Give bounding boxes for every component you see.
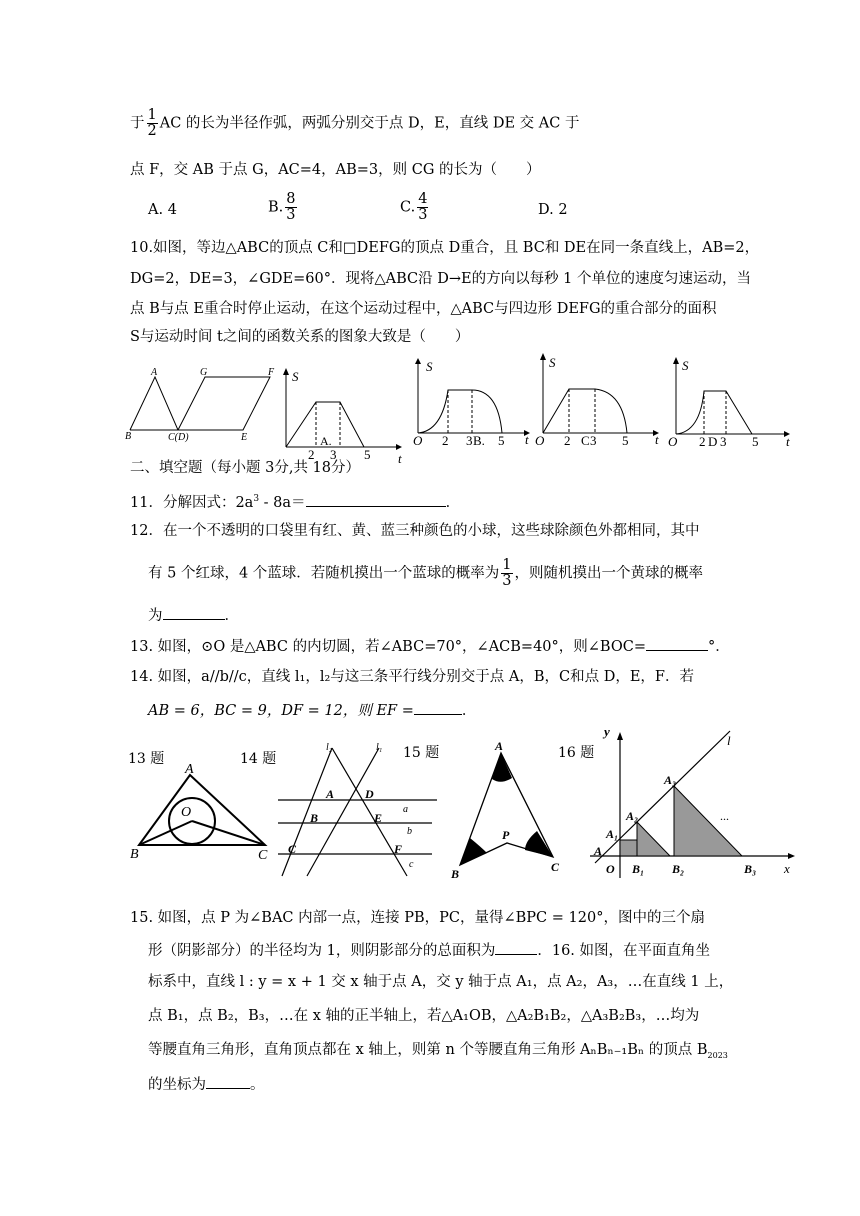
graph-b-tick-5: 5 <box>498 433 505 448</box>
q9-fraction <box>147 108 158 139</box>
graph-d-tick-5: 5 <box>752 434 759 449</box>
graph-d-curve <box>676 391 752 434</box>
fig14-label-line-c: c <box>409 859 414 870</box>
graph-c-y-arrow <box>540 353 546 360</box>
q13-post: °． <box>707 639 730 655</box>
graph-d-y-arrow <box>673 357 679 364</box>
q16-answer-blank[interactable] <box>206 1074 250 1089</box>
q9-option-c-label: C. <box>400 199 416 216</box>
fig14-label-e: E <box>374 811 383 825</box>
q11-pre: 11．分解因式：2a <box>130 494 254 511</box>
graph-a-option-letter: A. <box>320 434 332 448</box>
graph-d-tick-2: 2 <box>699 434 706 449</box>
q9-option-c-frac <box>417 192 428 223</box>
fig13-label-c: C <box>258 848 268 863</box>
q16-line-start: ．16. 如图，在平面直角坐 <box>537 943 711 959</box>
q16-line6 <box>148 1074 265 1095</box>
graph-c-s-label: S <box>549 355 556 370</box>
q10-parallelogram <box>178 377 270 430</box>
q12-frac-den: 3 <box>502 573 512 589</box>
q11-end: ． <box>445 494 461 511</box>
fig15-sectors <box>445 735 570 885</box>
fig16-label-b2: B₂ <box>672 862 685 876</box>
fig16-y-arrow <box>617 732 623 740</box>
q15-answer-blank[interactable] <box>495 940 537 955</box>
fig13-label-o: O <box>181 805 192 820</box>
fig15-label-b: B <box>451 867 460 881</box>
q10-label-g: G <box>200 367 208 378</box>
fig16-label-x: x <box>784 861 790 876</box>
q9-option-b <box>268 192 299 223</box>
graph-c-option-letter: C <box>581 433 590 448</box>
q10-graph-a <box>280 365 405 466</box>
graph-c-tick-2: 2 <box>564 433 571 448</box>
q16-line6-pre: 的坐标为 <box>148 1077 206 1093</box>
q16-line5 <box>148 1040 728 1066</box>
q15-line2 <box>148 940 710 961</box>
graph-d-s-label: S <box>682 358 689 373</box>
q10-figure <box>120 365 280 450</box>
graph-c-tick-5: 5 <box>622 433 629 448</box>
graph-a-t-label: t <box>398 451 402 466</box>
fig16-triangle-2 <box>637 822 670 856</box>
q9-b-den: 3 <box>286 207 296 223</box>
fig15-sector-a <box>492 753 512 782</box>
q9-frac-num: 1 <box>147 107 157 123</box>
fig16-label-a3: A₃ <box>664 773 677 787</box>
fig16-label-o: O <box>606 862 615 876</box>
q10-label-cd: C(D) <box>168 432 189 443</box>
graph-b-t-label: t <box>525 432 529 447</box>
q10-label-e: E <box>241 432 248 443</box>
fig16-label-b3: B₃ <box>744 862 757 876</box>
fig16-x-arrow <box>788 853 795 859</box>
q12-frac-num: 1 <box>502 557 512 573</box>
graph-b-origin: O <box>413 433 423 448</box>
q12-line1: 12．在一个不透明的口袋里有红、黄、蓝三种颜色的小球，这些球除颜色外都相同，其中 <box>130 523 700 539</box>
q9-line1 <box>130 108 579 139</box>
q12-line2 <box>148 558 703 589</box>
q16-line4: 点 B₁，点 B₂，B₃，…在 x 轴的正半轴上，若△A₁OB，△A₂B₁B₂，△A₃B₂B₃，…均为 <box>148 1008 700 1024</box>
fig13-incircle <box>125 763 275 863</box>
graph-a-tick-5: 5 <box>364 447 371 462</box>
fig14-label-d: D <box>365 787 374 801</box>
q12-line2-pre: 有 5 个红球，4 个蓝球．若随机摸出一个蓝球的概率为 <box>148 565 500 582</box>
q16-line5-pre: 等腰直角三角形，直角顶点都在 x 轴上，则第 n 个等腰直角三角形 AₙBₙ₋₁Bₙ 的顶点 B <box>148 1042 708 1058</box>
q9-frac-den: 2 <box>147 123 157 139</box>
fig14-label-line-a: a <box>403 804 408 815</box>
graph-a-tick-2: 2 <box>308 447 315 462</box>
fig15-label-p: P <box>502 828 510 842</box>
fig16-label-a2: A₂ <box>626 809 639 823</box>
fig15-sector-c <box>525 831 553 857</box>
graph-c-t-label: t <box>655 432 659 447</box>
q14-line2-pre: AB = 6，BC = 9，DF = 12，则 EF = <box>148 703 414 719</box>
fig14-label-f: F <box>394 842 403 856</box>
q12-line3 <box>148 605 239 626</box>
q12-fraction <box>501 558 512 589</box>
q14-answer-blank[interactable] <box>414 700 462 715</box>
fig14-label-l1: l₁ <box>376 742 383 753</box>
graph-d-tick-3: 3 <box>720 434 727 449</box>
fig13-triangle <box>139 775 265 845</box>
graph-b-s-label: S <box>426 359 433 374</box>
q12-line3-post: ． <box>224 608 239 624</box>
graph-b-curve <box>418 390 502 433</box>
graph-b-tick-3: 3 <box>466 433 473 448</box>
graph-d-origin: O <box>668 434 678 449</box>
graph-b-tick-2: 2 <box>442 433 449 448</box>
graph-c-curve <box>543 389 627 433</box>
fig14-label-c: C <box>288 842 297 856</box>
fig14-line-l2-left <box>282 748 335 876</box>
fig16-triangle-3 <box>674 786 742 856</box>
q12-line3-pre: 为 <box>148 608 163 624</box>
fig16-label-y: y <box>604 724 610 739</box>
q13-pre: 13. 如图，⊙O 是△ABC 的内切圆，若∠ABC=70°，∠ACB=40°，则∠BOC= <box>130 639 646 655</box>
q10-label-f: F <box>268 367 275 378</box>
section2-title: 二、填空题（每小题 3分,共 18分） <box>130 460 361 476</box>
graph-b-y-arrow <box>415 358 421 364</box>
fig14-label-b: B <box>310 811 319 825</box>
q12-line2-post: ，则随机摸出一个黄球的概率 <box>514 565 704 582</box>
q13 <box>130 636 730 657</box>
q9-line2: 点 F，交 AB 于点 G，AC=4，AB=3，则 CG 的长为（ ） <box>130 162 541 178</box>
graph-b-option-letter: B. <box>473 433 485 448</box>
graph-c-origin: O <box>535 433 545 448</box>
fig13-title: 13 题 <box>128 751 165 767</box>
q10-label-b: B <box>125 431 132 442</box>
graph-a-tick-3: 3 <box>330 447 337 462</box>
q13-answer-blank[interactable] <box>646 636 708 651</box>
fig14-parallel-lines <box>272 742 442 880</box>
q11-post: - 8a＝ <box>259 494 306 511</box>
q10-graph-b <box>410 358 535 453</box>
q14-line2-post: ． <box>461 703 477 719</box>
fig14-label-line-b: b <box>407 826 412 837</box>
q10-label-a: A <box>151 367 158 378</box>
q10-line1: 10.如图，等边△ABC的顶点 C和□DEFG的顶点 D重合，且 BC和 DE在同一条直线上，AB=2， <box>130 240 760 256</box>
fig16-coordinate <box>590 724 800 880</box>
graph-a-s-label: S <box>292 369 299 384</box>
fig16-label-a: A <box>594 844 603 858</box>
fig14-label-a: A <box>326 787 335 801</box>
q15-line1: 15. 如图，点 P 为∠BAC 内部一点，连接 PB，PC，量得∠BPC = 120°，图中的三个扇 <box>130 910 705 926</box>
fig16-label-b1: B₁ <box>632 862 645 876</box>
graph-d-t-label: t <box>786 434 790 449</box>
q9-option-b-frac <box>285 192 296 223</box>
fig16-label-l: l <box>727 733 731 748</box>
q9-line1-post: AC 的长为半径作弧，两弧分别交于点 D，E，直线 DE 交 AC 于 <box>159 115 580 132</box>
q11-sup: 3 <box>253 494 260 504</box>
graph-a-y-arrow <box>283 368 289 375</box>
q11 <box>130 489 460 513</box>
fig16-label-a1: A₁ <box>606 827 619 841</box>
q9-option-a: A. 4 <box>148 202 177 218</box>
q15-line2-pre: 形（阴影部分）的半径均为 1，则阴影部分的总面积为 <box>148 943 496 959</box>
q10-graph-d <box>668 356 798 456</box>
q12-answer-blank[interactable] <box>163 605 225 620</box>
graph-d-option-letter: D <box>708 434 718 449</box>
q16-line5-sub: 2023 <box>707 1050 728 1060</box>
q10-line4: S与运动时间 t之间的函数关系的图象大致是（ ） <box>130 329 470 345</box>
fig15-title: 15 题 <box>403 745 440 761</box>
q9-option-c <box>400 192 430 223</box>
q9-option-b-label: B. <box>268 199 284 216</box>
q9-c-num: 4 <box>418 191 428 207</box>
fig15-sector-b <box>460 838 487 865</box>
q10-graph-c <box>535 352 665 452</box>
fig16-triangle-1 <box>620 840 637 856</box>
fig13-label-b: B <box>130 847 139 862</box>
q10-line2: DG=2，DE=3，∠GDE=60°．现将△ABC沿 D→E的方向以每秒 1 个单位的速度匀速运动，当 <box>130 271 752 287</box>
fig16-ellipsis: ... <box>720 809 729 823</box>
fig14-title: 14 题 <box>240 751 277 767</box>
q16-line3: 标系中，直线 l : y = x + 1 交 x 轴于点 A，交 y 轴于点 A₁，点 A₂，A₃，…在直线 1 上， <box>148 974 734 990</box>
q11-answer-blank[interactable] <box>306 492 446 507</box>
fig14-label-l2: l₂ <box>326 742 333 753</box>
q16-line6-post: 。 <box>250 1077 265 1093</box>
fig13-label-a: A <box>185 762 194 777</box>
graph-c-tick-3: 3 <box>590 433 597 448</box>
q14-line1: 14. 如图，a//b//c，直线 l₁，l₂与这三条平行线分别交于点 A，B，C和点 D，E，F．若 <box>130 669 694 685</box>
q9-option-d: D. 2 <box>538 202 568 218</box>
fig15-label-c: C <box>551 860 560 874</box>
q9-line1-pre: 于 <box>130 115 145 132</box>
q14-line2 <box>148 700 476 721</box>
q10-line3: 点 B与点 E重合时停止运动，在这个运动过程中，△ABC与四边形 DEFG的重合部分的面积 <box>130 301 717 317</box>
fig16-title: 16 题 <box>558 745 595 761</box>
graph-a-x-arrow <box>396 444 402 450</box>
q10-triangle <box>130 377 178 430</box>
q9-b-num: 8 <box>286 191 296 207</box>
fig15-label-a: A <box>495 739 504 753</box>
q9-c-den: 3 <box>418 207 428 223</box>
